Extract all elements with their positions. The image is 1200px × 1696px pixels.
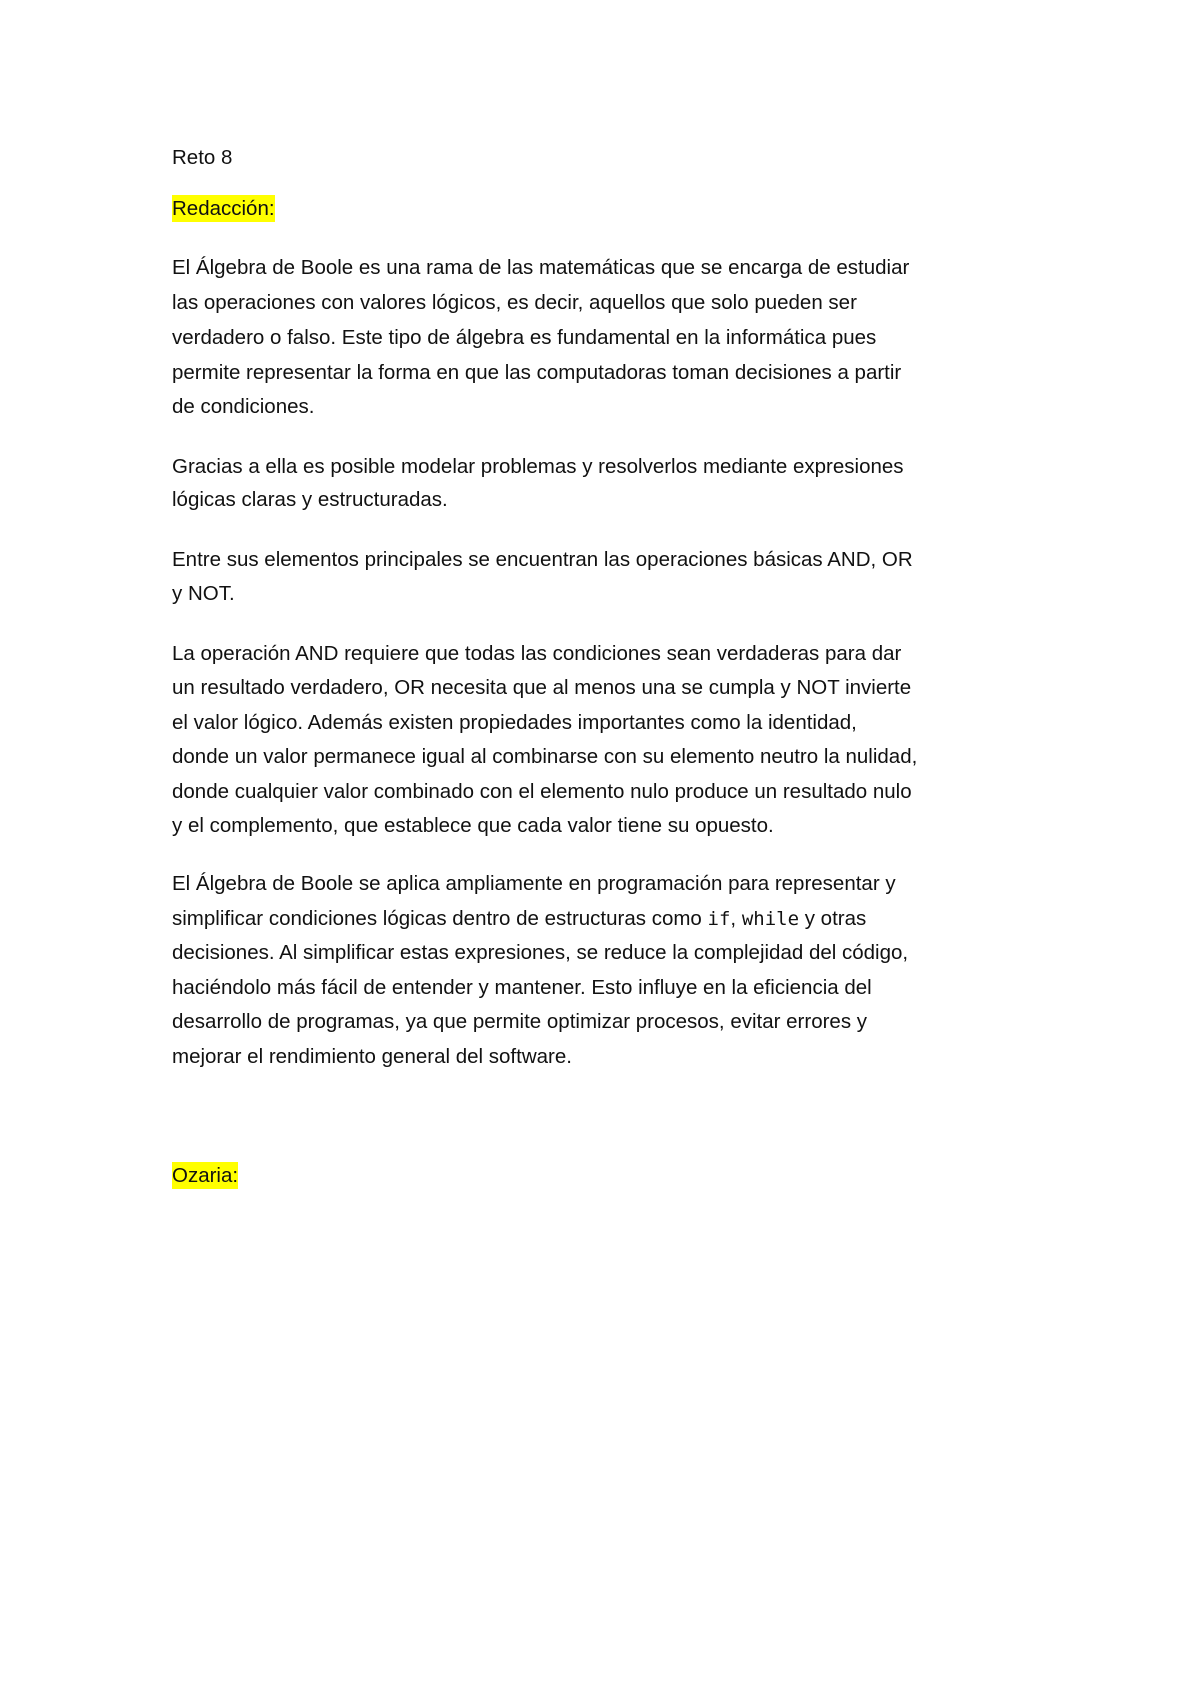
- text-line: permite representar la forma en que las computadoras toman decisiones a partir: [172, 361, 902, 384]
- text-line: verdadero o falso. Este tipo de álgebra es fundamental en la informática pues: [172, 326, 877, 349]
- text-line: lógicas claras y estructuradas.: [172, 488, 448, 511]
- text-line: haciéndolo más fácil de entender y mantener. Esto influye en la eficiencia del: [172, 976, 872, 999]
- text-line: donde un valor permanece igual al combinarse con su elemento neutro la nulidad,: [172, 745, 918, 768]
- document-title: Reto 8: [172, 146, 233, 169]
- text-line: un resultado verdadero, OR necesita que al menos una se cumpla y NOT invierte: [172, 676, 912, 699]
- text-line: El Álgebra de Boole se aplica ampliamente en programación para representar y: [172, 872, 896, 895]
- text-line: las operaciones con valores lógicos, es decir, aquellos que solo pueden ser: [172, 291, 857, 314]
- section-heading-redaccion: [172, 196, 275, 222]
- highlighted-text: Redacción:: [172, 197, 275, 220]
- highlighted-text: Ozaria:: [172, 1164, 239, 1187]
- section-heading-ozaria: [172, 1163, 238, 1189]
- text-line: decisiones. Al simplificar estas expresiones, se reduce la complejidad del código,: [172, 941, 909, 964]
- text-segment: y otras: [799, 907, 867, 930]
- text-line: donde cualquier valor combinado con el elemento nulo produce un resultado nulo: [172, 780, 912, 803]
- code-if: if: [707, 908, 731, 930]
- text-line: La operación AND requiere que todas las condiciones sean verdaderas para dar: [172, 642, 902, 665]
- text-segment: simplificar condiciones lógicas dentro de estructuras como: [172, 907, 708, 930]
- code-while: while: [741, 908, 800, 930]
- text-line: El Álgebra de Boole es una rama de las matemáticas que se encarga de estudiar: [172, 256, 910, 279]
- text-line: desarrollo de programas, ya que permite optimizar procesos, evitar errores y: [172, 1010, 868, 1033]
- text-line: de condiciones.: [172, 395, 315, 418]
- text-line: Entre sus elementos principales se encuentran las operaciones básicas AND, OR: [172, 548, 913, 571]
- text-line: Gracias a ella es posible modelar problemas y resolverlos mediante expresiones: [172, 455, 904, 478]
- text-line: [172, 906, 866, 932]
- text-line: el valor lógico. Además existen propiedades importantes como la identidad,: [172, 711, 857, 734]
- text-line: mejorar el rendimiento general del software.: [172, 1045, 572, 1068]
- text-segment: ,: [730, 907, 742, 930]
- text-line: y NOT.: [172, 582, 235, 605]
- text-line: y el complemento, que establece que cada valor tiene su opuesto.: [172, 814, 774, 837]
